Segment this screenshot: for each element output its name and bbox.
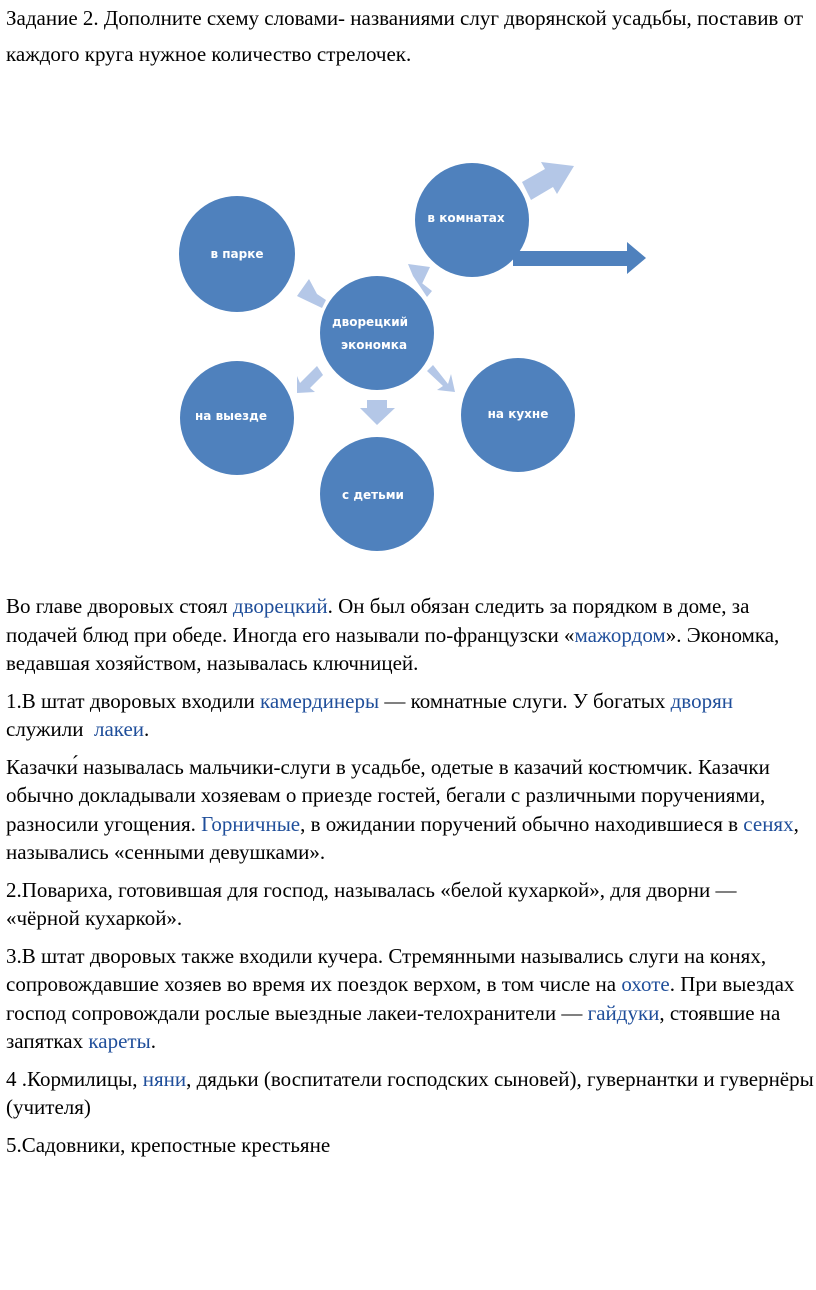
label-departure: на выезде (195, 409, 267, 423)
arrow-to-children (360, 400, 395, 425)
text-run: . При выездах господ сопровождали рослые выездные лакеи-телохранители — (6, 972, 795, 1025)
label-kitchen: на кухне (487, 407, 549, 421)
paragraph-cooks (6, 876, 814, 933)
text-run: 1.В штат дворовых входили (6, 688, 260, 713)
text-run: , в ожидании поручений обычно находившиеся в (300, 811, 744, 836)
link-hunt[interactable]: охоте (621, 972, 670, 996)
text-run: , назывались «сенными девушками». (6, 811, 799, 864)
servants-diagram (0, 140, 816, 560)
paragraph-valets (6, 687, 814, 744)
text-run: ». Экономка, ведавшая хозяйством, называлась ключницей. (6, 622, 780, 675)
text-run: Казачки́ называлась мальчики-слуги в усадьбе, одетые в казачий костюмчик. Казачки обычно докладывали хозяевам о приезде гостей, бегали с различными поручениями, разносили угощения. (6, 754, 770, 836)
text-run: . (144, 717, 150, 741)
text-run: . Он был обязан следить за порядком в доме, за подачей блюд при обеде. Иногда его называли по-французски « (6, 594, 750, 647)
arrow-rooms-right (513, 242, 646, 274)
arrow-rooms-up (522, 162, 574, 200)
text-run: 3.В штат дворовых также входили кучера. Стремянными назывались слуги на конях, сопровождавшие хозяев во время их поездок верхом, в том числе на (6, 943, 767, 996)
paragraph-gardeners (6, 1131, 814, 1160)
link-haiduks[interactable]: гайдуки (587, 1000, 660, 1025)
link-valets[interactable]: камердинеры (259, 688, 380, 713)
paragraph-coachmen (6, 942, 814, 1056)
label-rooms: в комнатах (427, 211, 505, 225)
label-center-line1: дворецкий (331, 315, 409, 329)
text-run: — комнатные слуги. У богатых (379, 688, 671, 713)
label-children: с детьми (342, 488, 404, 502)
link-dvoretsky[interactable]: дворецкий (232, 594, 328, 618)
link-nobles[interactable]: дворян (670, 688, 733, 713)
text-run: , дядьки (воспитатели господских сыновей), гувернантки и гувернёры (учителя) (6, 1066, 814, 1119)
body-text (6, 592, 814, 1168)
circle-center (320, 276, 434, 390)
text-run: служили (6, 688, 739, 741)
text-run: 4 .Кормилицы, (6, 1066, 143, 1091)
link-senyah[interactable]: сенях (743, 811, 794, 836)
link-nannies[interactable]: няни (142, 1066, 187, 1091)
text-run: Во главе дворовых стоял (6, 594, 233, 618)
text-run: 2.Повариха, готовившая для господ, называлась «белой кухаркой», для дворни — «чёрной кухаркой». (6, 877, 737, 930)
paragraph-butler (6, 592, 814, 678)
paragraph-kazachki (6, 753, 814, 867)
task-heading: Задание 2. Дополните схему словами- названиями слуг дворянской усадьбы, поставив от каждого круга нужное количество стрелочек. (6, 6, 803, 66)
text-run: 5.Садовники, крепостные крестьяне (6, 1132, 331, 1157)
arrow-to-departure (297, 366, 323, 393)
label-park: в парке (210, 247, 264, 261)
label-center-line2: экономка (340, 338, 408, 352)
arrow-to-kitchen (427, 365, 455, 392)
text-run: . (150, 1029, 156, 1053)
link-carriage[interactable]: кареты (88, 1029, 151, 1053)
link-maids[interactable]: Горничные (201, 811, 301, 836)
arrow-to-park (297, 279, 326, 308)
link-lackeys[interactable]: лакеи (94, 717, 145, 741)
text-run: , стоявшие на запятках (6, 1000, 781, 1053)
paragraph-nannies (6, 1065, 814, 1122)
link-majordomo[interactable]: мажордом (574, 622, 666, 647)
